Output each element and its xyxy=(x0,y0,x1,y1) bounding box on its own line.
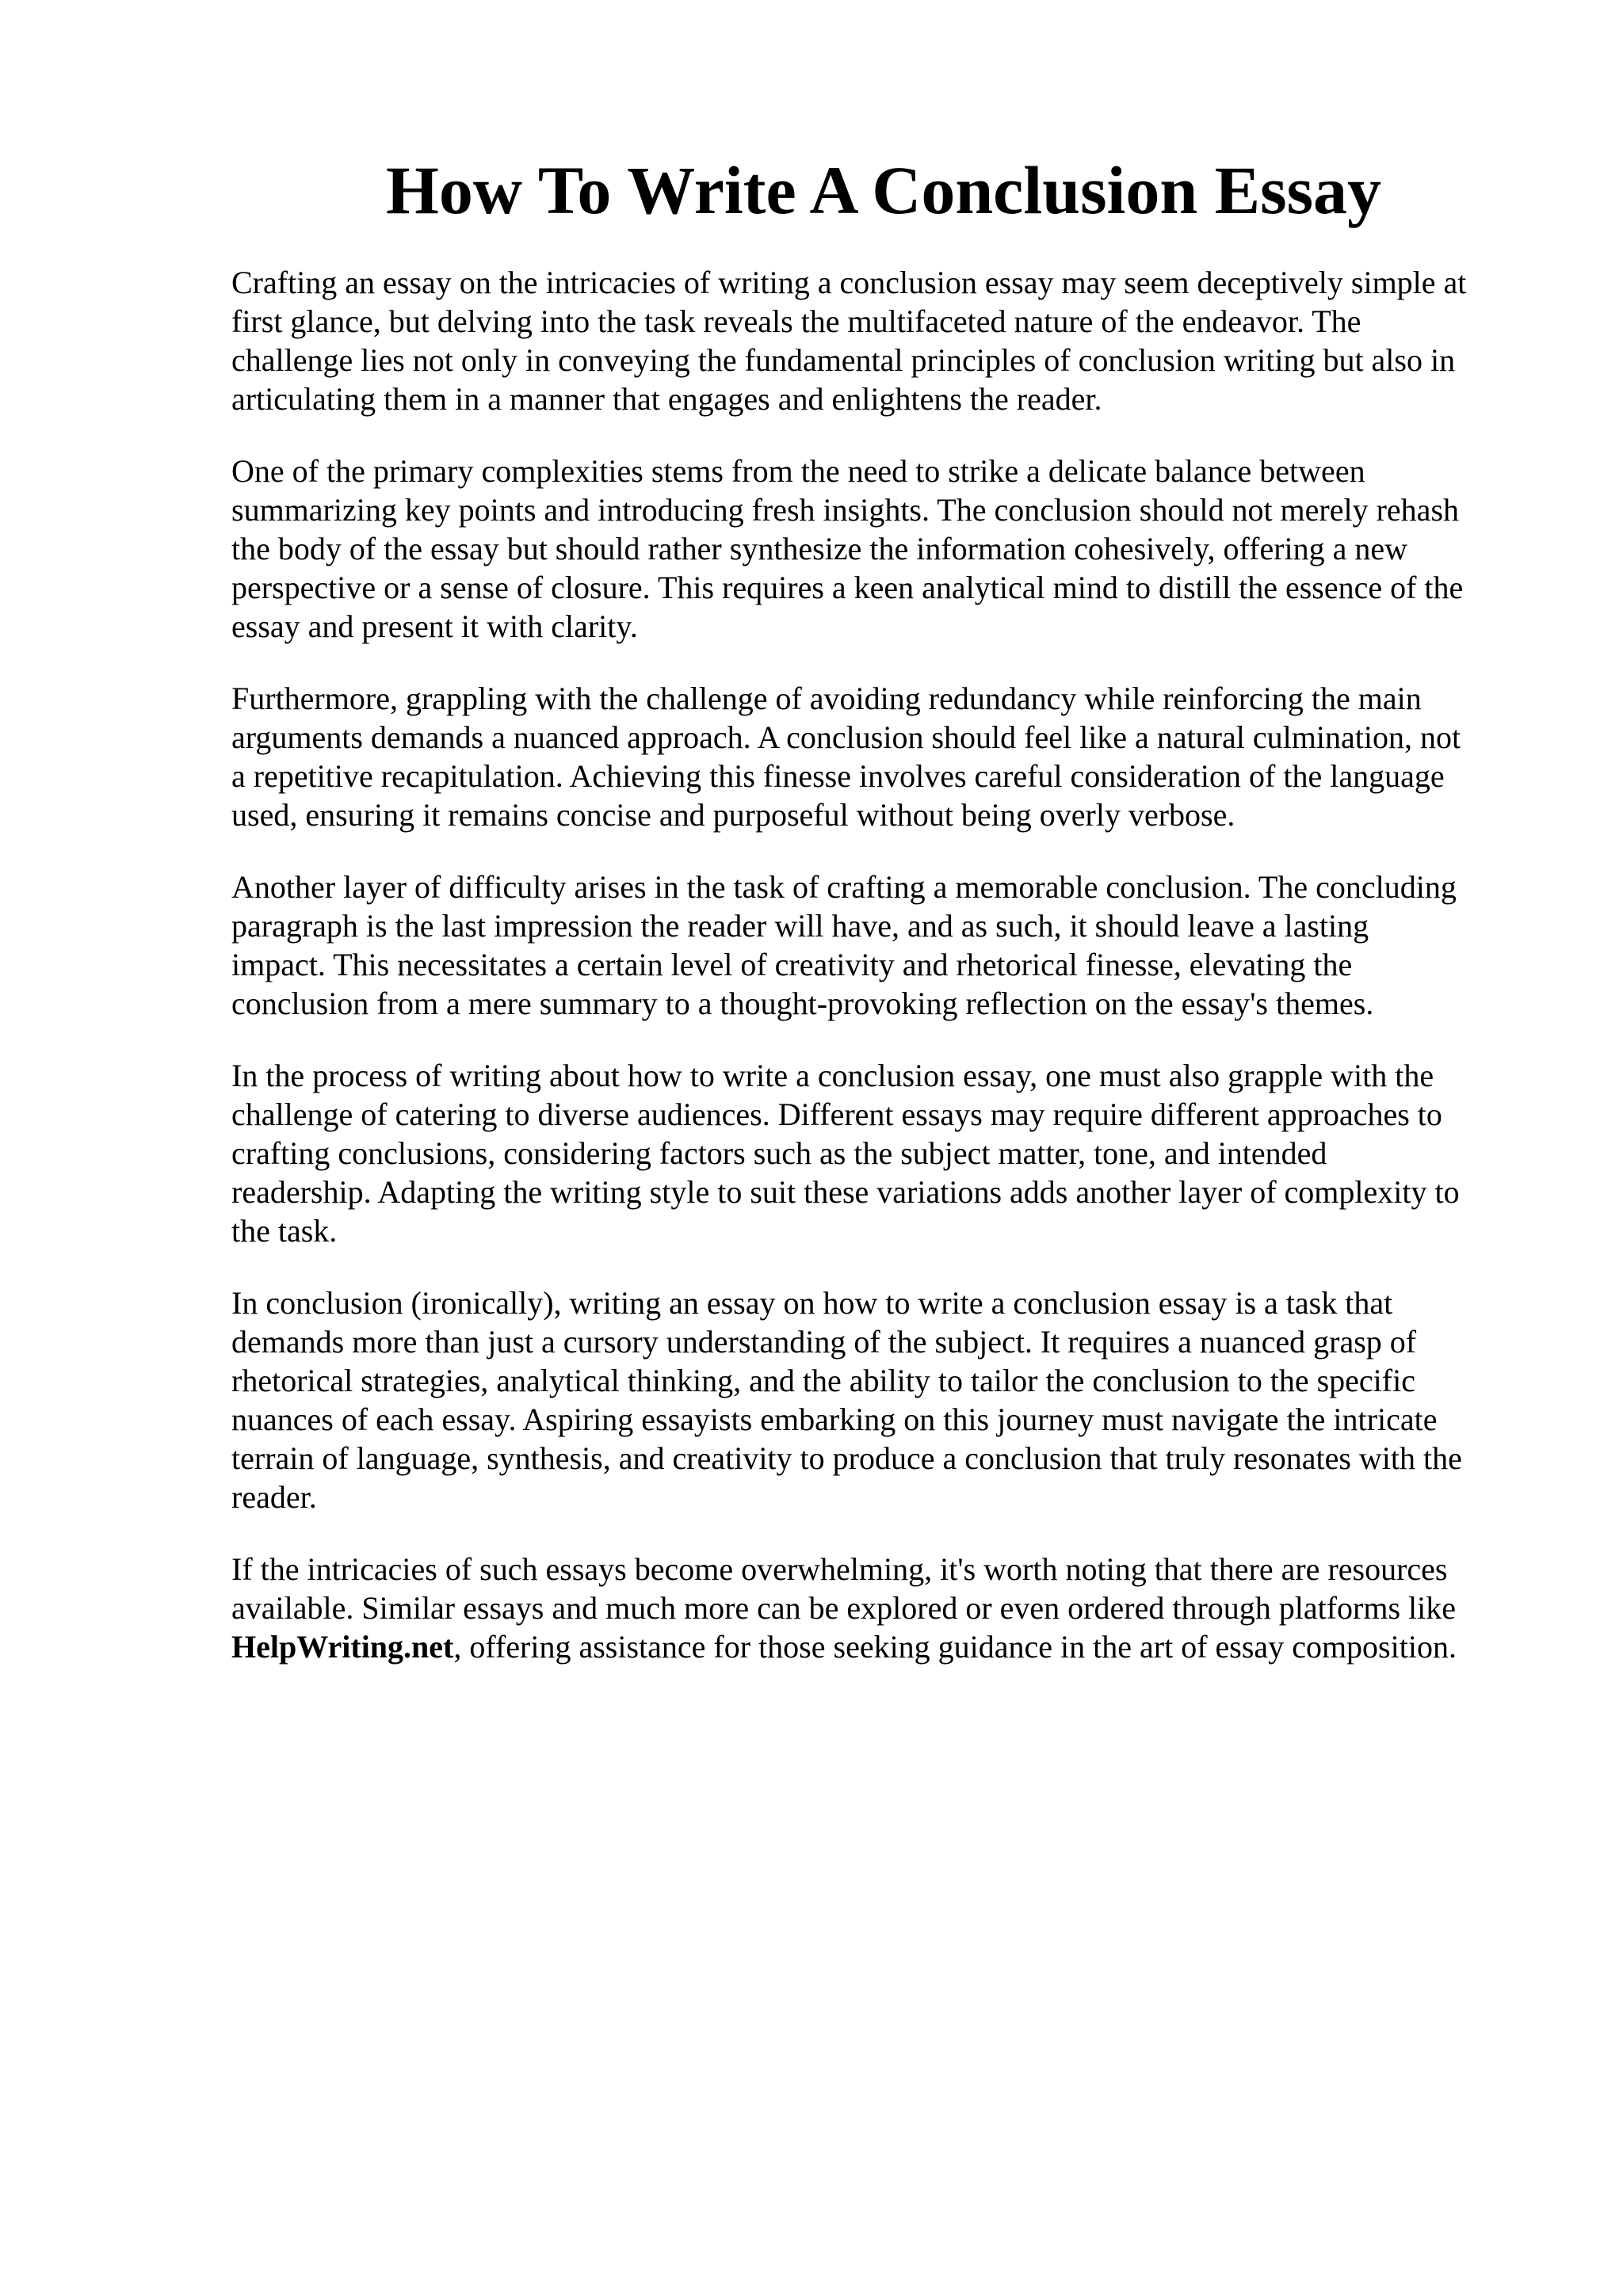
paragraph-line: In the process of writing about how to write a conclusion essay, one must also grapple with the xyxy=(231,1058,1434,1093)
paragraph-line: crafting conclusions, considering factors such as the subject matter, tone, and intended xyxy=(231,1135,1327,1171)
paragraph-line: challenge lies not only in conveying the fundamental principles of conclusion writing but also in xyxy=(231,342,1456,378)
document-body xyxy=(231,263,1563,1699)
paragraph-line: available. Similar essays and much more can be explored or even ordered through platforms like xyxy=(231,1590,1457,1626)
paragraph-line: perspective or a sense of closure. This requires a keen analytical mind to distill the essence of the xyxy=(231,570,1464,605)
paragraph-line: reader. xyxy=(231,1479,317,1515)
paragraph-line: If the intricacies of such essays become overwhelming, it's worth noting that there are resources xyxy=(231,1551,1448,1587)
paragraph-line: Crafting an essay on the intricacies of writing a conclusion essay may seem deceptively simple at xyxy=(231,265,1467,300)
paragraph-4 xyxy=(231,868,1563,1023)
document-title: How To Write A Conclusion Essay xyxy=(385,152,1382,228)
paragraph-7 xyxy=(231,1550,1563,1666)
helpwriting-brand-name: HelpWriting.net xyxy=(231,1629,454,1665)
paragraph-line: the body of the essay but should rather synthesize the information cohesively, offering a new xyxy=(231,531,1408,566)
paragraph-line: Another layer of difficulty arises in the task of crafting a memorable conclusion. The concluding xyxy=(231,869,1457,905)
paragraph-5 xyxy=(231,1056,1563,1250)
paragraph-line xyxy=(231,1627,1563,1666)
paragraph-line: demands more than just a cursory understanding of the subject. It requires a nuanced grasp of xyxy=(231,1324,1417,1360)
paragraph-line: nuances of each essay. Aspiring essayists embarking on this journey must navigate the intricate xyxy=(231,1402,1438,1437)
paragraph-line: the task. xyxy=(231,1213,338,1249)
paragraph-6 xyxy=(231,1283,1563,1516)
paragraph-line: One of the primary complexities stems from the need to strike a delicate balance between xyxy=(231,453,1365,489)
paragraph-line: conclusion from a mere summary to a thought-provoking reflection on the essay's themes. xyxy=(231,986,1374,1021)
paragraph-line: a repetitive recapitulation. Achieving this finesse involves careful consideration of the language xyxy=(231,758,1445,794)
paragraph-line: essay and present it with clarity. xyxy=(231,608,638,644)
paragraph-line: arguments demands a nuanced approach. A conclusion should feel like a natural culmination, not xyxy=(231,719,1461,755)
paragraph-line: challenge of catering to diverse audiences. Different essays may require different approaches to xyxy=(231,1097,1442,1132)
paragraph-line: Furthermore, grappling with the challenge of avoiding redundancy while reinforcing the main xyxy=(231,681,1422,716)
paragraph-line: used, ensuring it remains concise and purposeful without being overly verbose. xyxy=(231,797,1235,833)
paragraph-2 xyxy=(231,452,1563,646)
paragraph-line: articulating them in a manner that engages and enlightens the reader. xyxy=(231,381,1102,417)
paragraph-line: first glance, but delving into the task reveals the multifaceted nature of the endeavor. The xyxy=(231,303,1361,339)
paragraph-line: impact. This necessitates a certain level of creativity and rhetorical finesse, elevating the xyxy=(231,947,1353,982)
paragraph-3 xyxy=(231,679,1563,834)
paragraph-line: readership. Adapting the writing style to suit these variations adds another layer of complexity to xyxy=(231,1174,1460,1210)
paragraph-line: terrain of language, synthesis, and creativity to produce a conclusion that truly resonates with the xyxy=(231,1440,1462,1476)
paragraph-line: In conclusion (ironically), writing an essay on how to write a conclusion essay is a task that xyxy=(231,1285,1393,1321)
paragraph-line-text: , offering assistance for those seeking guidance in the art of essay composition. xyxy=(453,1629,1457,1665)
paragraph-line: paragraph is the last impression the reader will have, and as such, it should leave a lasting xyxy=(231,908,1369,944)
paragraph-line: summarizing key points and introducing fresh insights. The conclusion should not merely rehash xyxy=(231,492,1460,528)
paragraph-1 xyxy=(231,263,1563,418)
paragraph-line: rhetorical strategies, analytical thinking, and the ability to tailor the conclusion to the specific xyxy=(231,1363,1415,1398)
